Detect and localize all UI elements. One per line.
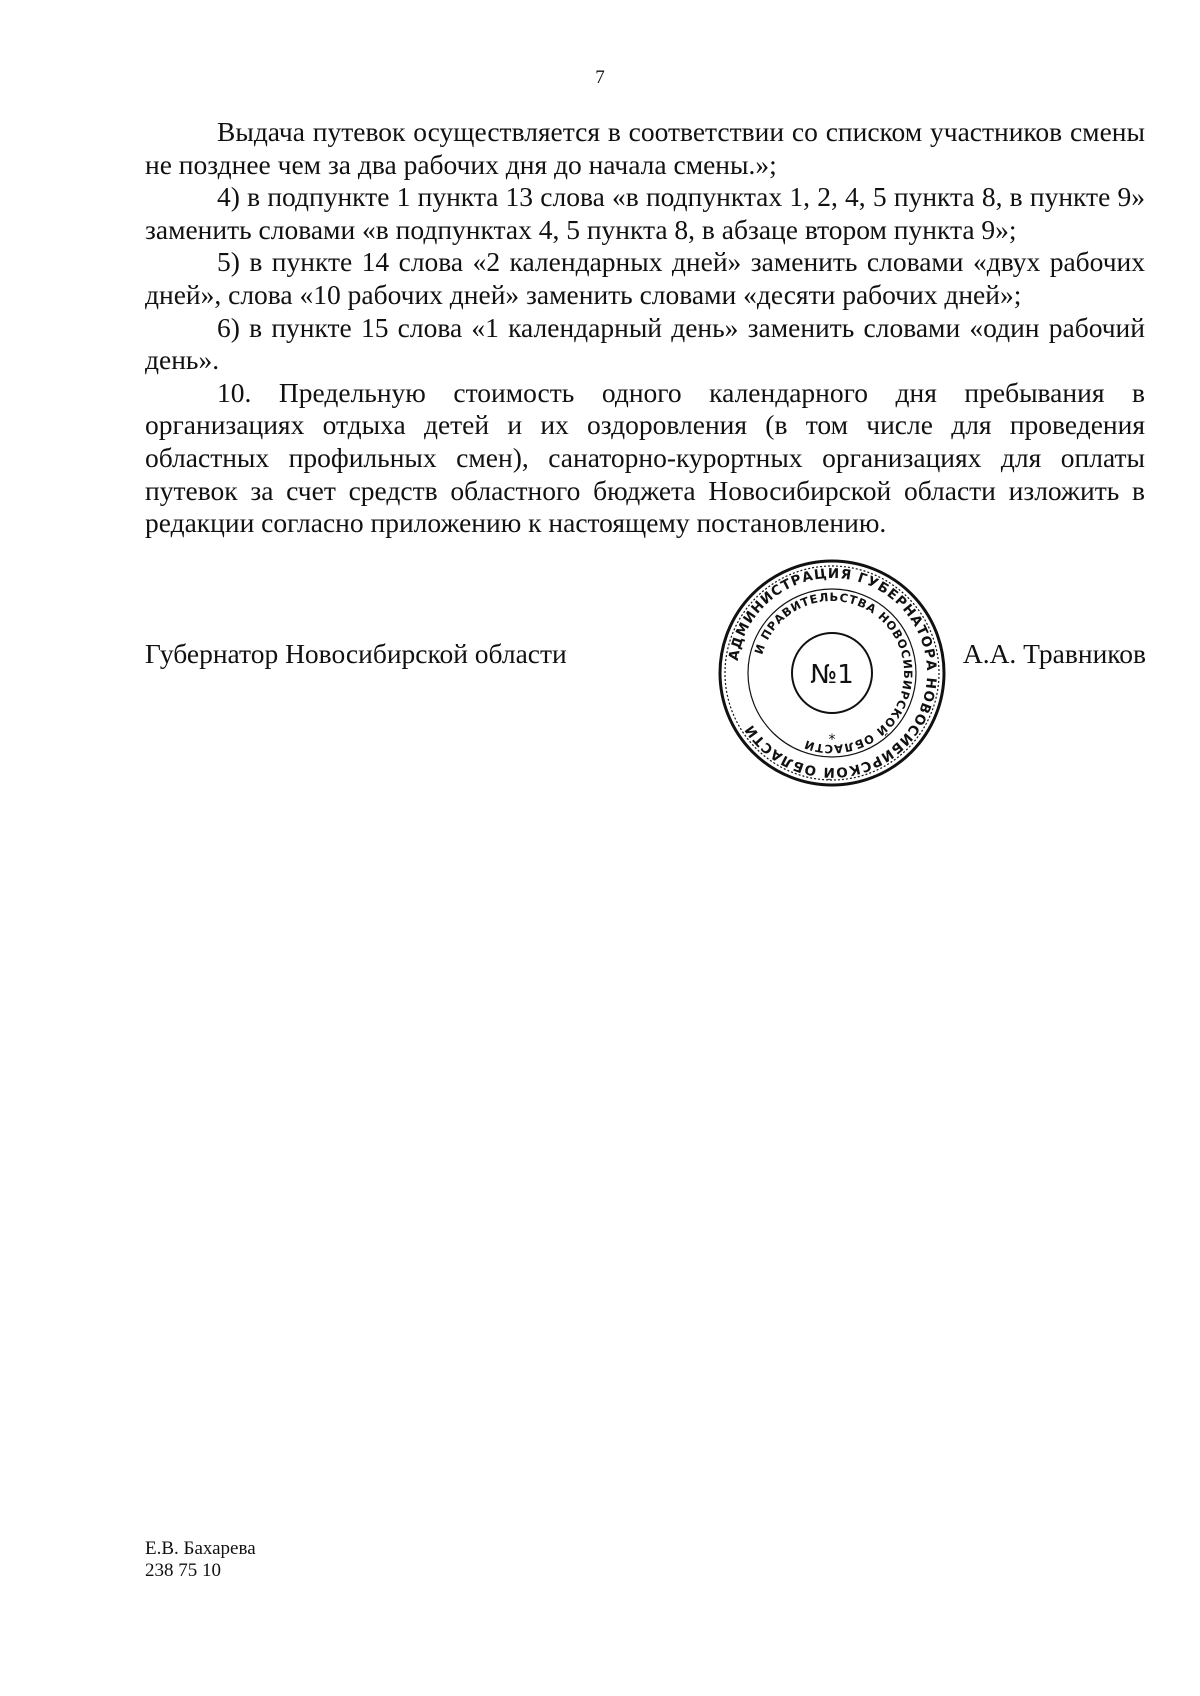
signatory-name: А.А. Травников — [962, 638, 1146, 669]
executor-name: Е.В. Бахарева — [145, 1538, 256, 1559]
official-seal — [717, 558, 947, 788]
executor-block — [145, 1538, 256, 1582]
seal-inner-text: И ПРАВИТЕЛЬСТВА НОВОСИБИРСКОЙ ОБЛАСТИ — [751, 589, 916, 757]
signatory-title: Губернатор Новосибирской области — [145, 638, 567, 669]
paragraph: Выдача путевок осуществляется в соответствии со списком участников смены не позднее чем за два рабочих дня до начала смены.»; — [145, 116, 1145, 180]
paragraph: 5) в пункте 14 слова «2 календарных дней» заменить словами «двух рабочих дней», слова «10 рабочих дней» заменить словами «десяти рабочих дней»; — [145, 246, 1145, 310]
paragraph: 4) в подпункте 1 пункта 13 слова «в подпунктах 1, 2, 4, 5 пункта 8, в пункте 9» заменить словами «в подпунктах 4, 5 пункта 8, в абзаце втором пункта 9»; — [145, 181, 1145, 245]
page-number: 7 — [595, 67, 605, 88]
document-body — [145, 116, 1145, 540]
paragraph: 10. Предельную стоимость одного календарного дня пребывания в организациях отдыха детей и их оздоровления (в том числе для проведения областных профильных смен), санаторно-курортных организациях для оплаты путевок за счет средств областного бюджета Новосибирской области изложить в редакции согласно приложению к настоящему постановлению. — [145, 376, 1145, 539]
executor-phone: 238 75 10 — [145, 1560, 221, 1581]
paragraph: 6) в пункте 15 слова «1 календарный день» заменить словами «один рабочий день». — [145, 311, 1145, 376]
seal-number: №1 — [810, 660, 854, 690]
seal-outer-text: АДМИНИСТРАЦИЯ ГУБЕРНАТОРА НОВОСИБИРСКОЙ ОБЛАСТИ — [725, 565, 940, 781]
seal-star: * — [828, 732, 836, 748]
